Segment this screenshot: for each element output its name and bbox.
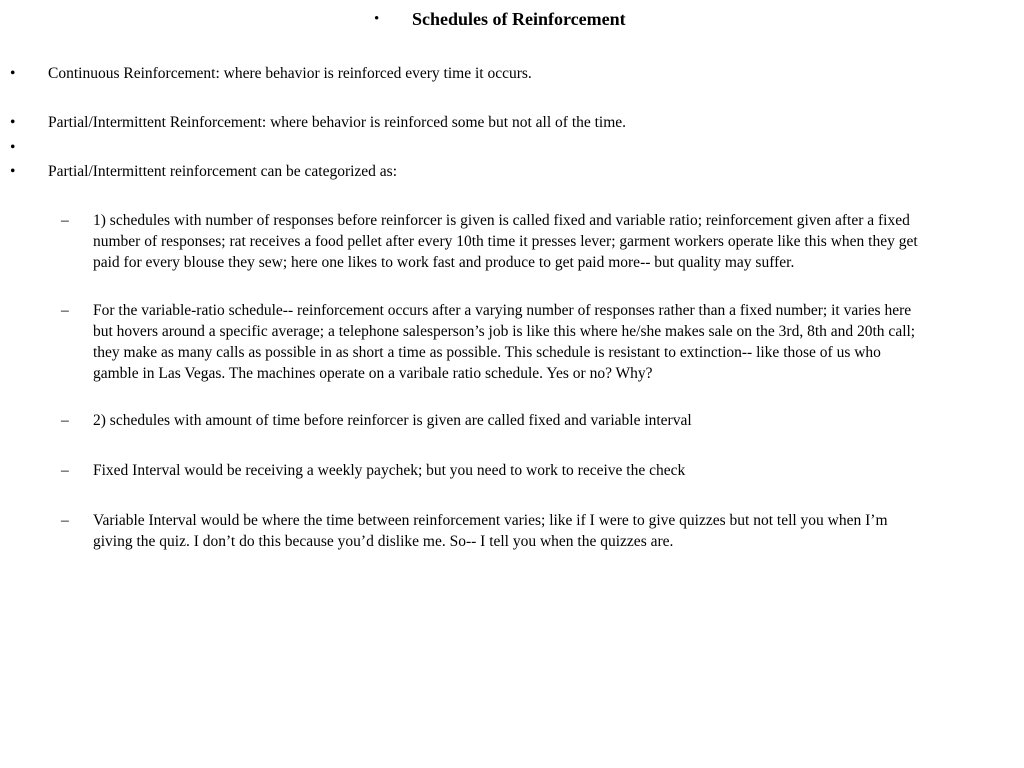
sub-item-text: 2) schedules with amount of time before reinforcer is given are called fixed and variable interval [93,412,692,429]
bullet-marker: • [10,65,16,82]
sub-item-text: For the variable-ratio schedule-- reinforcement occurs after a varying number of responses rather than a fixed number; it varies here but hovers around a specific average; a telephone salesperson’s job is like this where he/she makes sale on the 3rd, 8th and 20th call; they make as many calls as possible in as short a time as possible. This schedule is resistant to extinction-- like those of us who gamble in Las Vegas. The machines operate on a varibale ratio schedule. Yes or no? Why? [93,302,916,382]
bullet-marker: • [10,114,16,131]
bullet-text: Partial/Intermittent Reinforcement: where behavior is reinforced some but not all of the time. [48,114,627,131]
sub-item-marker: – [61,302,69,319]
sub-item-text: Variable Interval would be where the time between reinforcement varies; like if I were to give quizzes but not tell you when I’m giving the quiz. I don’t do this because you’d dislike me. So-- I tell you when the quizzes are. [93,512,888,550]
sub-item-text: 1) schedules with number of responses before reinforcer is given is called fixed and variable ratio; reinforcement given after a fixed number of responses; rat receives a food pellet after every 10th time it presses lever; garment workers operate like this when they get paid for every blouse they sew; here one likes to work fast and produce to get paid more-- but quality may suffer. [93,212,918,271]
bullet-text: Continuous Reinforcement: where behavior is reinforced every time it occurs. [48,65,532,82]
page-title: Schedules of Reinforcement [412,9,626,29]
title-bullet-marker: • [374,11,380,27]
sub-item-marker: – [61,412,69,429]
sub-item-marker: – [61,462,69,479]
sub-item-text: Fixed Interval would be receiving a weekly paychek; but you need to work to receive the check [93,462,686,479]
bullet-text: Partial/Intermittent reinforcement can be categorized as: [48,163,398,180]
sub-item-marker: – [61,212,69,229]
bullet-marker: • [10,139,16,156]
bullet-marker: • [10,163,16,180]
sub-item-marker: – [61,512,69,529]
slide-title [0,6,1024,32]
